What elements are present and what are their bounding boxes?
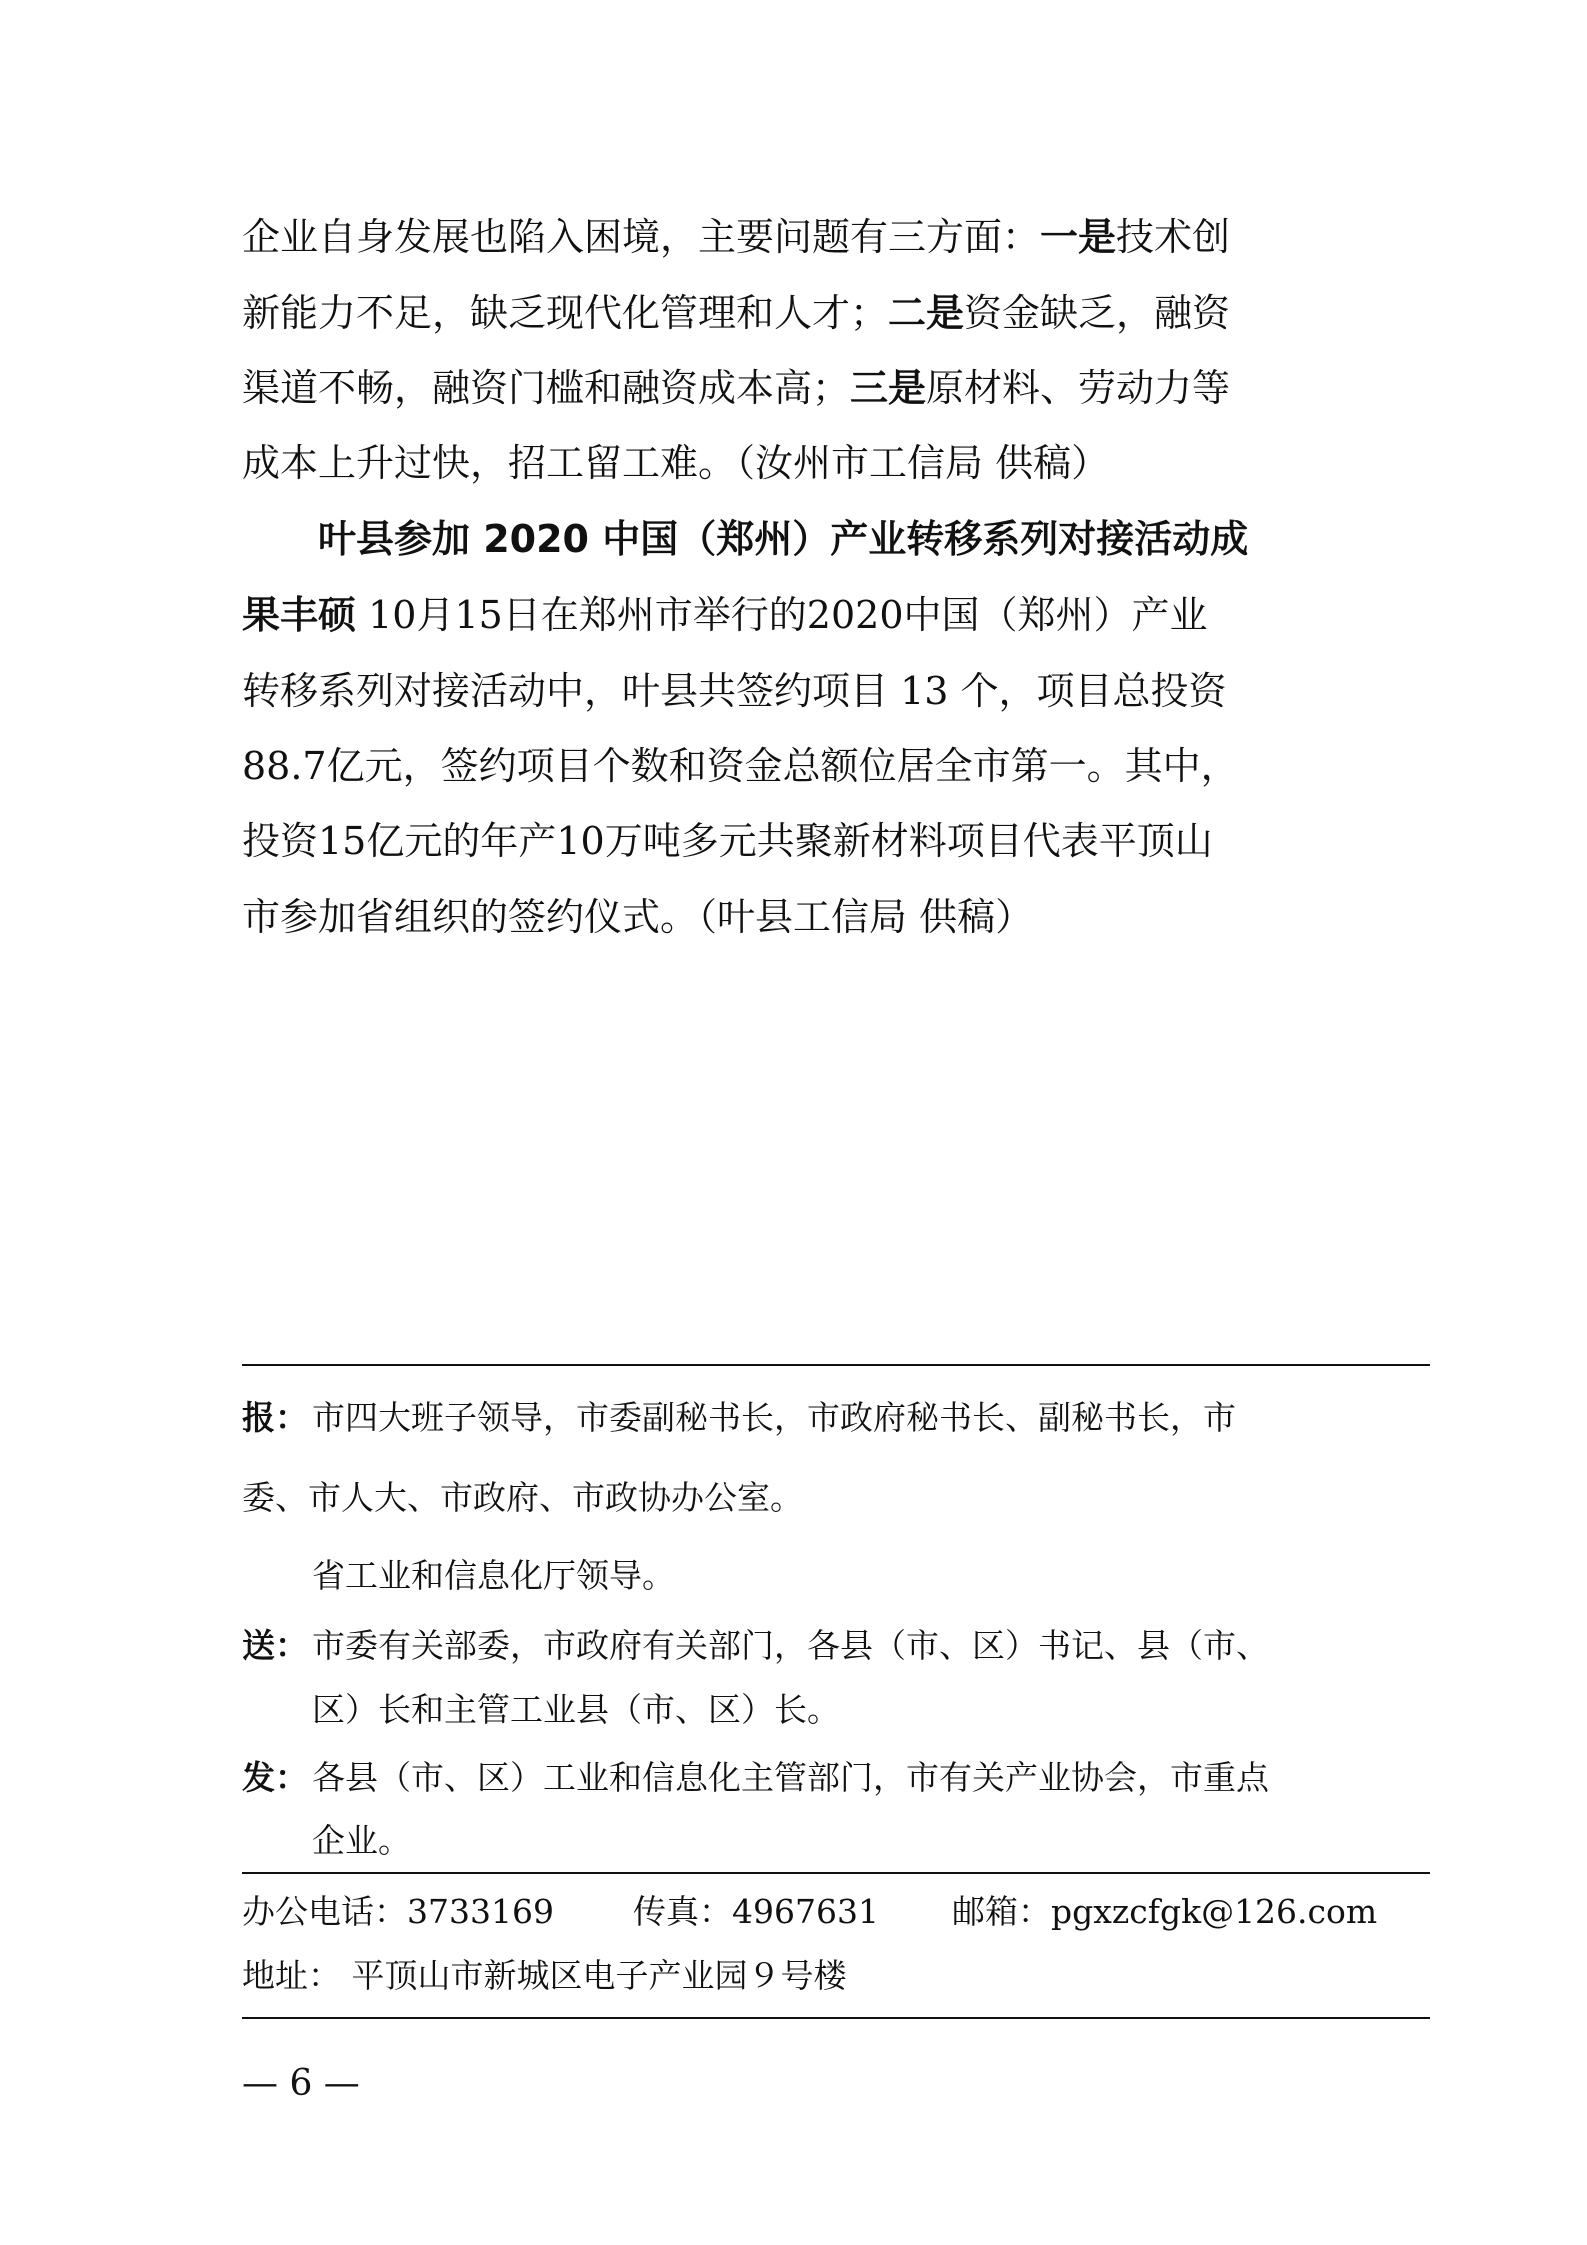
song-label: 送： <box>242 1626 308 1665</box>
article1-text: 原材料、劳动力等 <box>926 366 1231 410</box>
office-phone: 办公电话：3733169 <box>242 1892 554 1931</box>
bao-line-3: 省工业和信息化厅领导。 <box>312 1556 675 1595</box>
bao-line-2: 委、市人大、市政府、市政协办公室。 <box>242 1478 803 1517</box>
address: 地址： 平顶山市新城区电子产业园９号楼 <box>242 1956 847 1995</box>
article2-line-6: 市参加省组织的签约仪式。（叶县工信局 供稿） <box>242 895 1034 939</box>
article2-title-end: 果丰硕 <box>242 593 357 637</box>
contact-top-rule <box>242 1872 1430 1874</box>
article1-text: 渠道不畅，融资门槛和融资成本高； <box>242 366 851 410</box>
point-one-label: 一是 <box>1040 215 1117 259</box>
article1-text: 企业自身发展也陷入困境，主要问题有三方面： <box>242 215 1041 259</box>
email: 邮箱：pgxzcfgk@126.com <box>952 1892 1378 1931</box>
article2-line-2 <box>242 591 1208 639</box>
footer-top-rule <box>242 1364 1430 1366</box>
article2-line-3: 转移系列对接活动中，叶县共签约项目 13 个，项目总投资 <box>242 669 1227 713</box>
article1-text: 技术创 <box>1116 215 1231 259</box>
article1-line-4: 成本上升过快，招工留工难。（汝州市工信局 供稿） <box>242 441 1110 485</box>
fa-line-1: 各县（市、区）工业和信息化主管部门，市有关产业协会，市重点 <box>312 1758 1269 1797</box>
fa-line-2: 企业。 <box>312 1821 411 1860</box>
article1-line-2 <box>242 289 1230 337</box>
footer-bottom-rule <box>242 2017 1430 2019</box>
article2-text: 10月15日在郑州市举行的2020中国（郑州）产业 <box>356 593 1208 637</box>
point-two-label: 二是 <box>888 291 965 335</box>
article1-line-3 <box>242 364 1230 412</box>
article1-text: 资金缺乏，融资 <box>964 291 1231 335</box>
article2-line-5: 投资15亿元的年产10万吨多元共聚新材料项目代表平顶山 <box>242 819 1213 863</box>
page-number: — 6 — <box>242 2063 360 2104</box>
article2-title-line-1: 叶县参加 2020 中国（郑州）产业转移系列对接活动成 <box>318 517 1249 561</box>
fax: 传真：4967631 <box>633 1892 879 1931</box>
fa-label: 发： <box>242 1758 308 1797</box>
article1-line-1 <box>242 213 1230 261</box>
song-line-2: 区）长和主管工业县（市、区）长。 <box>312 1690 840 1729</box>
song-line-1: 市委有关部委，市政府有关部门，各县（市、区）书记、县（市、 <box>312 1626 1269 1665</box>
article2-line-4: 88.7亿元，签约项目个数和资金总额位居全市第一。其中， <box>242 744 1239 788</box>
article1-text: 新能力不足，缺乏现代化管理和人才； <box>242 291 889 335</box>
bao-line-1: 市四大班子领导，市委副秘书长，市政府秘书长、副秘书长，市 <box>312 1398 1236 1437</box>
point-three-label: 三是 <box>850 366 927 410</box>
bao-label: 报： <box>242 1398 308 1437</box>
